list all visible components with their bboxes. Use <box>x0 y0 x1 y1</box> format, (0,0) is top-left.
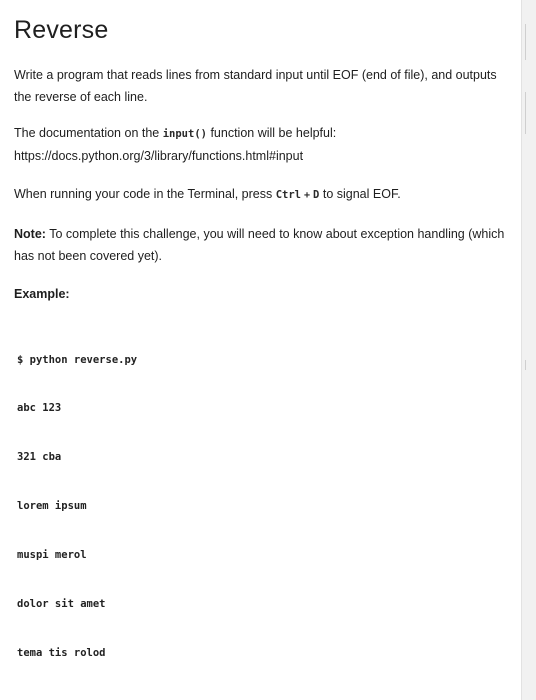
page-title: Reverse <box>14 16 109 44</box>
plus-sign: + <box>304 190 311 201</box>
example-line: abc 123 <box>17 402 62 415</box>
note-line-1: To complete this challenge, you will need to know about exception handling (which <box>45 227 505 241</box>
example-line: 321 cba <box>17 451 62 464</box>
terminal-paragraph <box>14 183 510 207</box>
terminal-text-before: When running your code in the Terminal, press <box>14 187 276 201</box>
example-line: lorem ipsum <box>17 500 87 513</box>
example-line: $ python reverse.py <box>17 353 138 366</box>
d-key: D <box>313 189 320 201</box>
gutter-rule <box>525 24 526 60</box>
docs-text-before: The documentation on the <box>14 126 163 140</box>
example-line: muspi merol <box>17 549 87 562</box>
ctrl-key: Ctrl <box>275 189 302 201</box>
gutter-rule <box>525 360 526 370</box>
example-line: tema tis rolod <box>17 646 106 659</box>
gutter-rule <box>525 92 526 134</box>
intro-line-1: Write a program that reads lines from standard input until EOF (end of file), and outputs <box>14 68 497 82</box>
intro-paragraph <box>14 64 510 108</box>
content-area <box>14 14 510 694</box>
example-line: dolor sit amet <box>17 598 106 611</box>
example-code-block <box>14 319 510 694</box>
note-paragraph <box>14 223 510 267</box>
terminal-text-after: to signal EOF. <box>319 187 401 201</box>
note-label: Note: <box>14 227 46 241</box>
docs-link[interactable]: https://docs.python.org/3/library/functions.html#input <box>14 149 304 163</box>
intro-line-2: the reverse of each line. <box>14 90 148 104</box>
note-line-2: has not been covered yet). <box>14 249 163 263</box>
docs-paragraph <box>14 122 510 167</box>
example-heading-paragraph <box>14 283 510 305</box>
scroll-gutter[interactable] <box>521 0 536 700</box>
input-function-code: input() <box>162 128 207 140</box>
docs-text-after: function will be helpful: <box>206 126 337 140</box>
example-heading: Example: <box>14 287 70 301</box>
